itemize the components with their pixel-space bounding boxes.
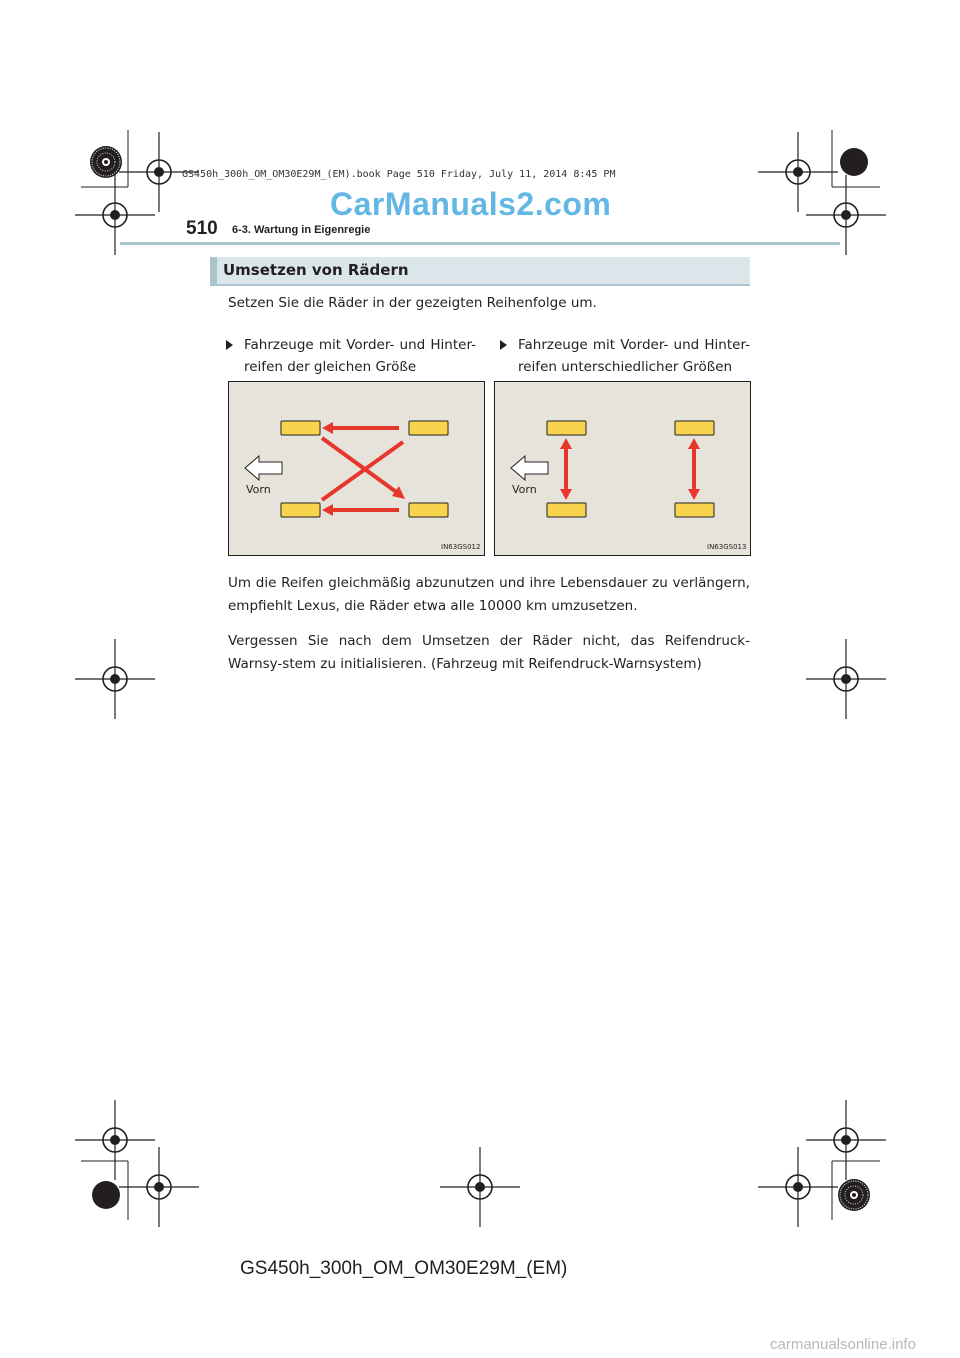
intro-text: Setzen Sie die Räder in der gezeigten Reihenfolge um.	[228, 295, 597, 311]
bullet-same-size	[226, 334, 476, 378]
tire-front-right	[281, 503, 320, 517]
watermark-top: CarManuals2.com	[330, 186, 612, 222]
front-label: Vorn	[246, 483, 271, 496]
diagram-code: IN63GS012	[441, 543, 481, 551]
diagram-front-back-rotation	[494, 381, 751, 556]
tire-front-left	[281, 421, 320, 435]
footer-document-id: GS450h_300h_OM_OM30E29M_(EM)	[240, 1258, 568, 1279]
rotation-diagram-graphic	[495, 382, 750, 555]
tire-front-right	[547, 503, 586, 517]
diagram-code: IN63GS013	[707, 543, 747, 551]
section-title: 6-3. Wartung in Eigenregie	[232, 224, 371, 236]
header-rule	[120, 242, 840, 245]
watermark-bottom: carmanualsonline.info	[770, 1336, 916, 1353]
rotation-arrows	[560, 438, 700, 500]
page-number: 510	[186, 218, 218, 239]
section-heading: Umsetzen von Rädern	[223, 261, 409, 279]
section-banner	[210, 257, 750, 286]
tire-rear-right	[409, 503, 448, 517]
front-arrow-icon	[245, 456, 282, 480]
tire-rear-right	[675, 503, 714, 517]
front-arrow-icon	[511, 456, 548, 480]
paragraph-tpms-reset: Vergessen Sie nach dem Umsetzen der Räder nicht, das Reifendruck-Warnsy-stem zu initialisieren. (Fahrzeug mit Reifendruck-Warnsystem)	[228, 633, 750, 672]
bullet-triangle-icon	[500, 340, 507, 350]
tire-front-left	[547, 421, 586, 435]
sunburst-mark-icon	[90, 146, 122, 178]
tire-rear-left	[409, 421, 448, 435]
tire-rear-left	[675, 421, 714, 435]
front-label: Vorn	[512, 483, 537, 496]
bullet-different-size	[500, 334, 750, 378]
bullet-triangle-icon	[226, 340, 233, 350]
rotation-arrows	[322, 422, 405, 516]
rotation-diagram-graphic	[229, 382, 484, 555]
diagram-cross-rotation	[228, 381, 485, 556]
paragraph-rotation-interval: Um die Reifen gleichmäßig abzunutzen und ihre Lebensdauer zu verlängern, empfiehlt Lexus, die Räder etwa alle 10000 km umzusetzen.	[228, 575, 750, 614]
bullet-text: Fahrzeuge mit Vorder- und Hinter-reifen der gleichen Größe	[244, 337, 476, 375]
print-mark: GS450h_300h_OM_OM30E29M_(EM).book Page 510 Friday, July 11, 2014 8:45 PM	[182, 169, 616, 180]
bullet-text: Fahrzeuge mit Vorder- und Hinter-reifen unterschiedlicher Größen	[518, 337, 750, 375]
